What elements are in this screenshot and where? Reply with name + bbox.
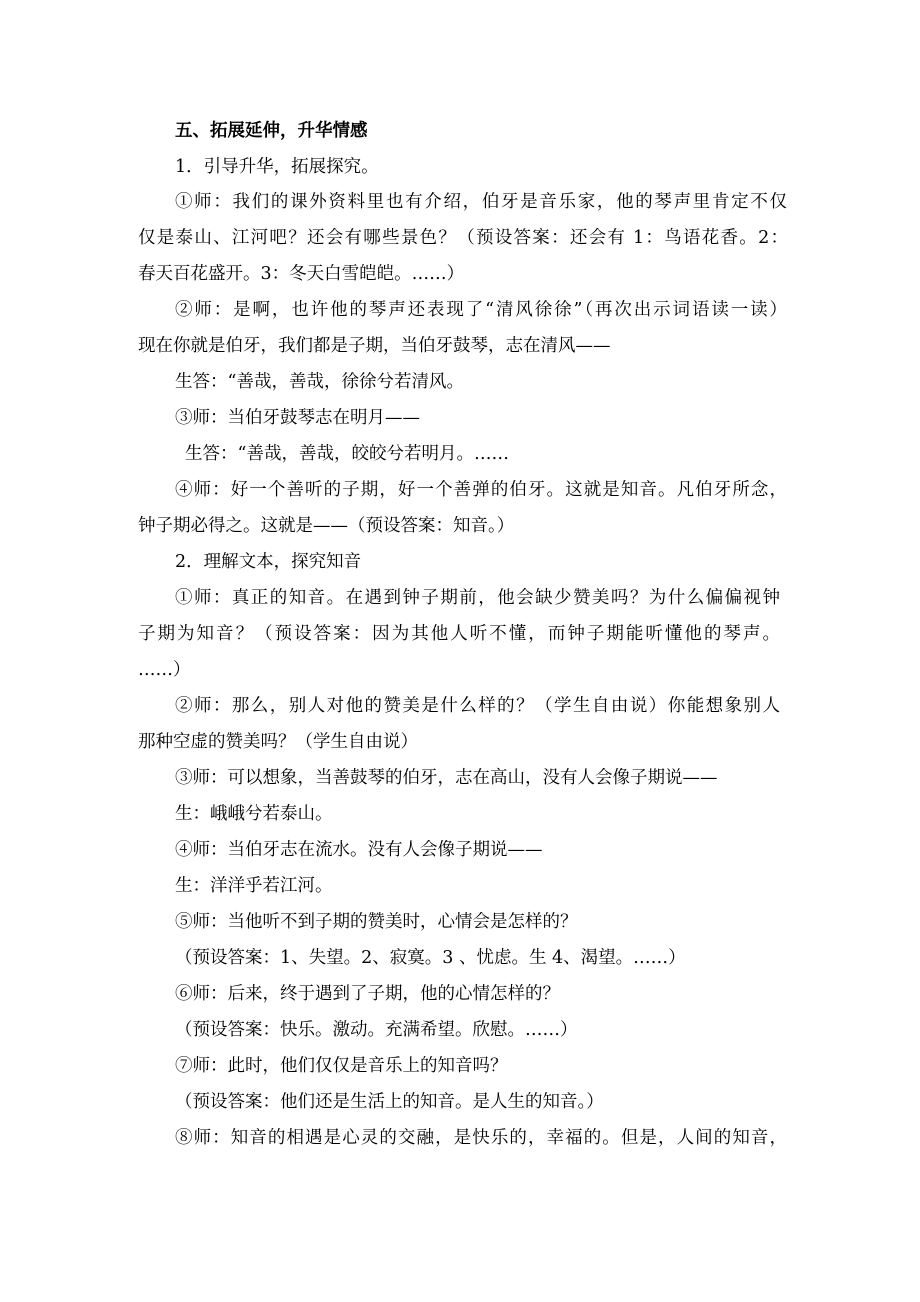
part2-answer7: （预设答案：他们还是生活上的知音。是人生的知音。）: [175, 1092, 604, 1112]
section-heading: 五、拓展延伸，升华情感: [175, 121, 368, 141]
part1-answer2: 生答：“善哉，善哉，徐徐兮若清风。: [175, 372, 464, 392]
part2-item1-line2: 子期为知音？（预设答案：因为其他人听不懂，而钟子期能听懂他的琴声。: [138, 624, 780, 644]
part2-item6: ⑥师：后来，终于遇到了子期，他的心情怎样的？: [175, 984, 560, 1004]
part2-item5: ⑤师：当他听不到子期的赞美时，心情会是怎样的？: [175, 912, 578, 932]
part2-answer6: （预设答案：快乐。激动。充满希望。欣慰。……）: [175, 1020, 578, 1040]
part1-item2-line1: ②师：是啊，也许他的琴声还表现了“清风徐徐”（再次出示词语读一读）: [175, 300, 787, 320]
part2-item3: ③师：可以想象，当善鼓琴的伯牙，志在高山，没有人会像子期说——: [175, 768, 718, 788]
part1-item4-line2: 钟子期必得之。这就是——（预设答案：知音。）: [138, 516, 515, 536]
part1-item1-line2: 仅是泰山、江河吧？还会有哪些景色？（预设答案：还会有 1：鸟语花香。2：: [138, 228, 788, 248]
part2-item1-line3: ……）: [138, 660, 191, 680]
part2-item4: ④师：当伯牙志在流水。没有人会像子期说——: [175, 840, 543, 860]
part1-item1-line1: ①师：我们的课外资料里也有介绍，伯牙是音乐家，他的琴声里肯定不仅: [175, 192, 787, 212]
part2-answer4: 生：洋洋乎若江河。: [175, 876, 333, 896]
part2-answer5: （预设答案：1、失望。2、寂寞。3 、忧虑。生 4、渴望。……）: [175, 948, 686, 968]
part2-answer3: 生：峨峨兮若泰山。: [175, 804, 333, 824]
part2-item7: ⑦师：此时，他们仅仅是音乐上的知音吗？: [175, 1056, 508, 1076]
part2-title: 2．理解文本，探究知音: [175, 552, 362, 572]
part2-item1-line1: ①师：真正的知音。在遇到钟子期前，他会缺少赞美吗？为什么偏偏视钟: [175, 588, 780, 608]
part1-item3: ③师：当伯牙鼓琴志在明月——: [175, 408, 420, 428]
part2-item8: ⑧师：知音的相遇是心灵的交融，是快乐的，幸福的。但是，人间的知音，: [175, 1128, 787, 1148]
part1-item4-line1: ④师：好一个善听的子期，好一个善弹的伯牙。这就是知音。凡伯牙所念，: [175, 480, 787, 500]
part2-item2-line2: 那种空虚的赞美吗？（学生自由说）: [138, 732, 418, 752]
part1-item2-line2: 现在你就是伯牙，我们都是子期，当伯牙鼓琴，志在清风——: [138, 336, 611, 356]
part1-title: 1．引导升华，拓展探究。: [175, 157, 379, 177]
part2-item2-line1: ②师：那么，别人对他的赞美是什么样的？（学生自由说）你能想象别人: [175, 696, 780, 716]
part1-item1-line3: 春天百花盛开。3：冬天白雪皑皑。……）: [138, 264, 465, 284]
part1-answer3: 生答：“善哉，善哉，皎皎兮若明月。……: [185, 444, 509, 464]
